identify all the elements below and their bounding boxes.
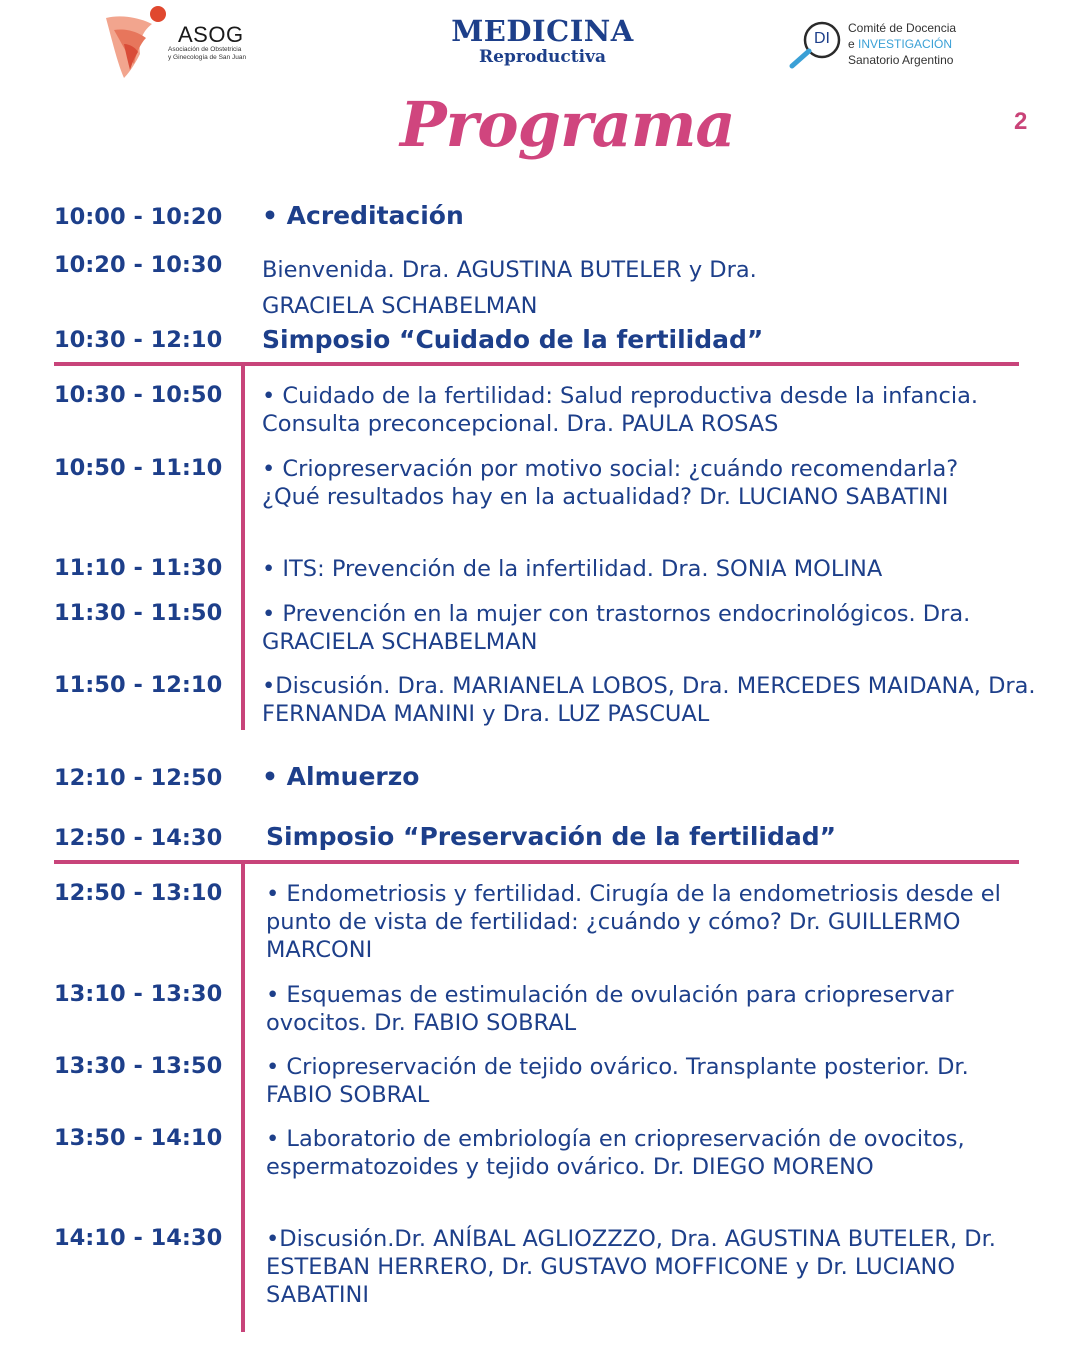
page-number: 2 [1014,108,1028,135]
welcome-line1: Bienvenida. Dra. AGUSTINA BUTELER y Dra. [262,257,757,283]
simposio-time: 10:30 - 12:10 [54,327,223,353]
comite-line2-prefix: e [848,37,855,51]
lunch-item: • Almuerzo [262,762,420,791]
comite-badge: DI [814,30,830,47]
accreditation-item: • Acreditación [262,201,464,230]
time-slot: 10:20 - 10:30 [54,252,223,278]
program-item: • Criopreservación por motivo social: ¿cuándo recomendarla? ¿Qué resultados hay en la actualidad? Dr. LUCIANO SABATINI [262,456,959,510]
time-slot: 12:10 - 12:50 [54,765,223,791]
program-item: •Discusión.Dr. ANÍBAL AGLIOZZZO, Dra. AGUSTINA BUTELER, Dr. ESTEBAN HERRERO, Dr. GUSTAVO MOFFICONE y Dr. LUCIANO SABATINI [266,1226,996,1308]
simposio-title: Simposio “Preservación de la fertilidad” [266,822,837,851]
time-slot: 11:50 - 12:10 [54,672,223,698]
section-vertical-rule [241,362,245,730]
time-slot: 10:30 - 10:50 [54,382,223,408]
comite-logo [788,18,844,70]
time-slot: 13:50 - 14:10 [54,1125,223,1151]
program-item: • Endometriosis y fertilidad. Cirugía de la endometriosis desde el punto de vista de fertilidad: ¿cuándo y cómo? Dr. GUILLERMO MARCONI [266,881,1001,963]
program-item: • ITS: Prevención de la infertilidad. Dra. SONIA MOLINA [262,556,883,582]
program-item: • Laboratorio de embriología en criopreservación de ovocitos, espermatozoides y tejido ovárico. Dr. DIEGO MORENO [266,1126,965,1180]
program-item: • Criopreservación de tejido ovárico. Transplante posterior. Dr. FABIO SOBRAL [266,1054,969,1108]
time-slot: 10:50 - 11:10 [54,455,223,481]
asog-subtitle-line1: Asociación de Obstetricia [168,46,242,53]
comite-line1: Comité de Docencia [848,21,957,35]
simposio-time: 12:50 - 14:30 [54,825,223,851]
section-divider [54,362,1019,366]
section-vertical-rule [241,860,245,1332]
asog-subtitle [168,46,278,62]
asog-logo [104,4,174,80]
program-item: • Esquemas de estimulación de ovulación para criopreservar ovocitos. Dr. FABIO SOBRAL [266,982,954,1036]
comite-line2-highlight: INVESTIGACIÓN [858,37,953,51]
asog-emblem-icon [104,4,174,80]
time-slot: 14:10 - 14:30 [54,1225,223,1251]
medicina-subtitle: Reproductiva [479,47,606,67]
program-item: • Cuidado de la fertilidad: Salud reproductiva desde la infancia. Consulta preconcepcional. Dra. PAULA ROSAS [262,383,979,437]
page-title: Programa [400,88,735,161]
program-item: • Prevención en la mujer con trastornos endocrinológicos. Dra. GRACIELA SCHABELMAN [262,601,971,655]
time-slot: 10:00 - 10:20 [54,204,223,230]
program-item: •Discusión. Dra. MARIANELA LOBOS, Dra. MERCEDES MAIDANA, Dra. FERNANDA MANINI y Dra. LUZ PASCUAL [262,673,1036,727]
asog-name: ASOG [178,22,244,47]
section-divider [54,860,1019,864]
medicina-title: MEDICINA [451,14,634,48]
time-slot: 13:30 - 13:50 [54,1053,223,1079]
comite-line2 [848,37,952,51]
time-slot: 11:30 - 11:50 [54,600,223,626]
simposio-title: Simposio “Cuidado de la fertilidad” [262,325,764,354]
welcome-item [262,252,1022,324]
time-slot: 13:10 - 13:30 [54,981,223,1007]
comite-line3: Sanatorio Argentino [848,53,954,67]
time-slot: 12:50 - 13:10 [54,880,223,906]
time-slot: 11:10 - 11:30 [54,555,223,581]
welcome-line2: GRACIELA SCHABELMAN [262,293,538,319]
asog-subtitle-line2: y Ginecología de San Juan [168,54,247,61]
